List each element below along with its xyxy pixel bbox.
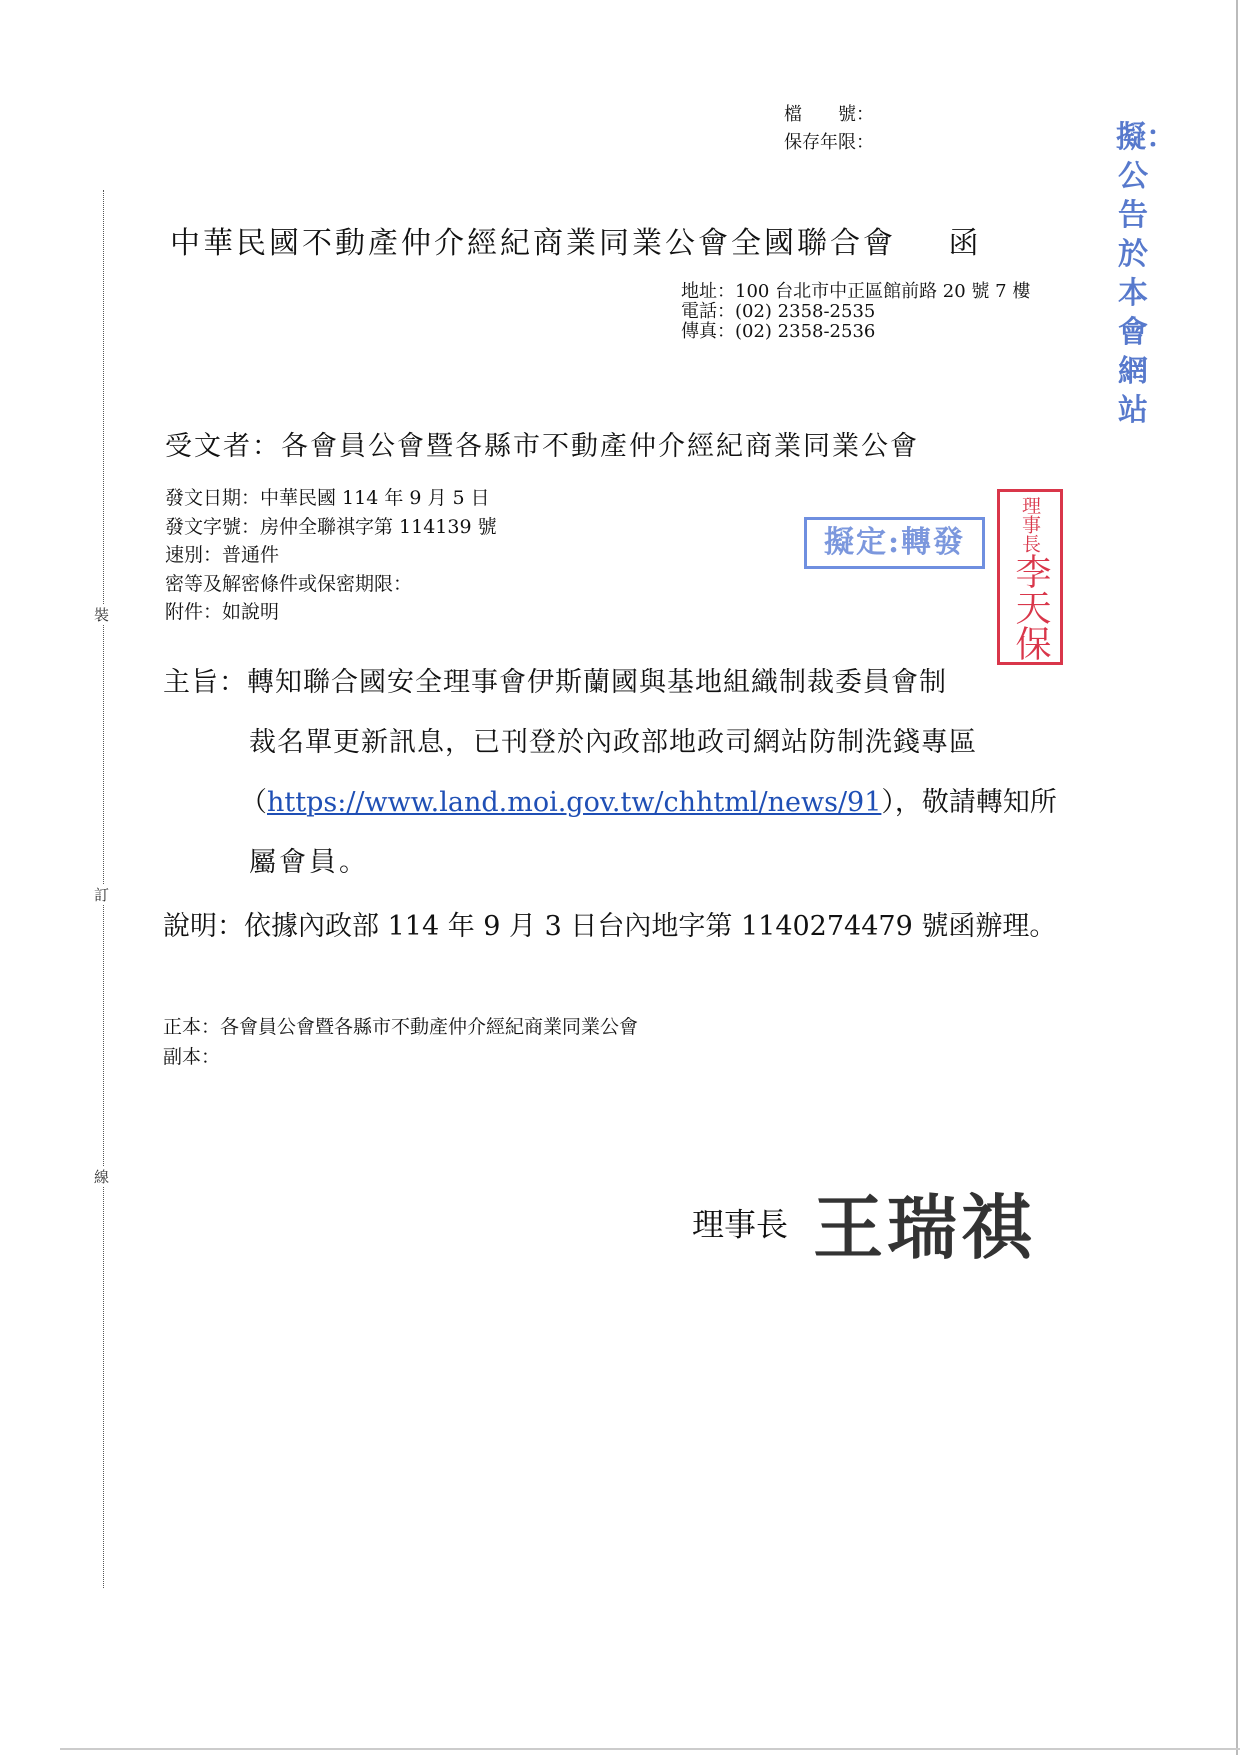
issue-date: 發文日期：中華民國 114 年 9 月 5 日: [165, 487, 490, 509]
paren-open: （: [240, 787, 267, 818]
binding-label-xian: 線: [94, 1168, 110, 1186]
page-right-edge: [1236, 0, 1238, 1755]
page-bottom-edge: [60, 1748, 1240, 1750]
recipient: 受文者：各會員公會暨各縣市不動產仲介經紀商業同業公會: [165, 431, 919, 462]
binding-label-ding: 訂: [94, 886, 110, 904]
draft-forward-stamp: 擬定:轉發: [804, 517, 985, 569]
address: 地址：100 台北市中正區館前路 20 號 7 樓: [681, 281, 1031, 302]
phone: 電話：(02) 2358-2535: [681, 301, 876, 322]
chairman-seal: [997, 489, 1063, 665]
fax: 傳真：(02) 2358-2536: [681, 321, 876, 342]
signature-block: [692, 1172, 1035, 1273]
seal-title: 理事長: [1019, 496, 1041, 553]
signature-title: 理事長: [692, 1205, 789, 1244]
retention-label: 保存年限：: [784, 132, 874, 153]
reference-number: 發文字號：房仲全聯祺字第 114139 號: [165, 516, 497, 538]
speed-class: 速別：普通件: [165, 544, 280, 566]
binding-label-zhuang: 裝: [94, 606, 110, 624]
subject-text-1: 轉知聯合國安全理事會伊斯蘭國與基地組織制裁委員會制: [247, 667, 947, 698]
subject-line-4: 屬會員。: [249, 847, 369, 878]
explanation: 說明：依據內政部 114 年 9 月 3 日台內地字第 1140274479 號函辦理。: [163, 911, 1057, 942]
document-title: [170, 218, 982, 262]
subject-text-3: ），敬請轉知所: [881, 787, 1057, 818]
org-name: 中華民國不動產仲介經紀商業同業公會全國聯合會: [170, 226, 896, 261]
attachment: 附件：如說明: [165, 601, 280, 623]
confidentiality: 密等及解密條件或保密期限：: [165, 573, 413, 595]
doc-type: 函: [948, 226, 982, 261]
subject-label: 主旨：: [163, 667, 247, 698]
copy-recipients: 副本：: [163, 1046, 221, 1068]
subject-line-2: 裁名單更新訊息，已刊登於內政部地政司網站防制洗錢專區: [249, 727, 977, 758]
moi-url-link[interactable]: https://www.land.moi.gov.tw/chhtml/news/91: [267, 787, 882, 818]
seal-name: 李天保: [1010, 553, 1051, 661]
subject-line-1: [163, 660, 947, 699]
subject-line-3: [240, 780, 1057, 819]
original-recipients: 正本：各會員公會暨各縣市不動產仲介經紀商業同業公會: [163, 1016, 639, 1038]
signature-name: 王瑞祺: [813, 1186, 1036, 1269]
file-number-label: 檔 號：: [784, 104, 874, 125]
announce-stamp: 擬：公告於本會網站: [1116, 120, 1176, 428]
